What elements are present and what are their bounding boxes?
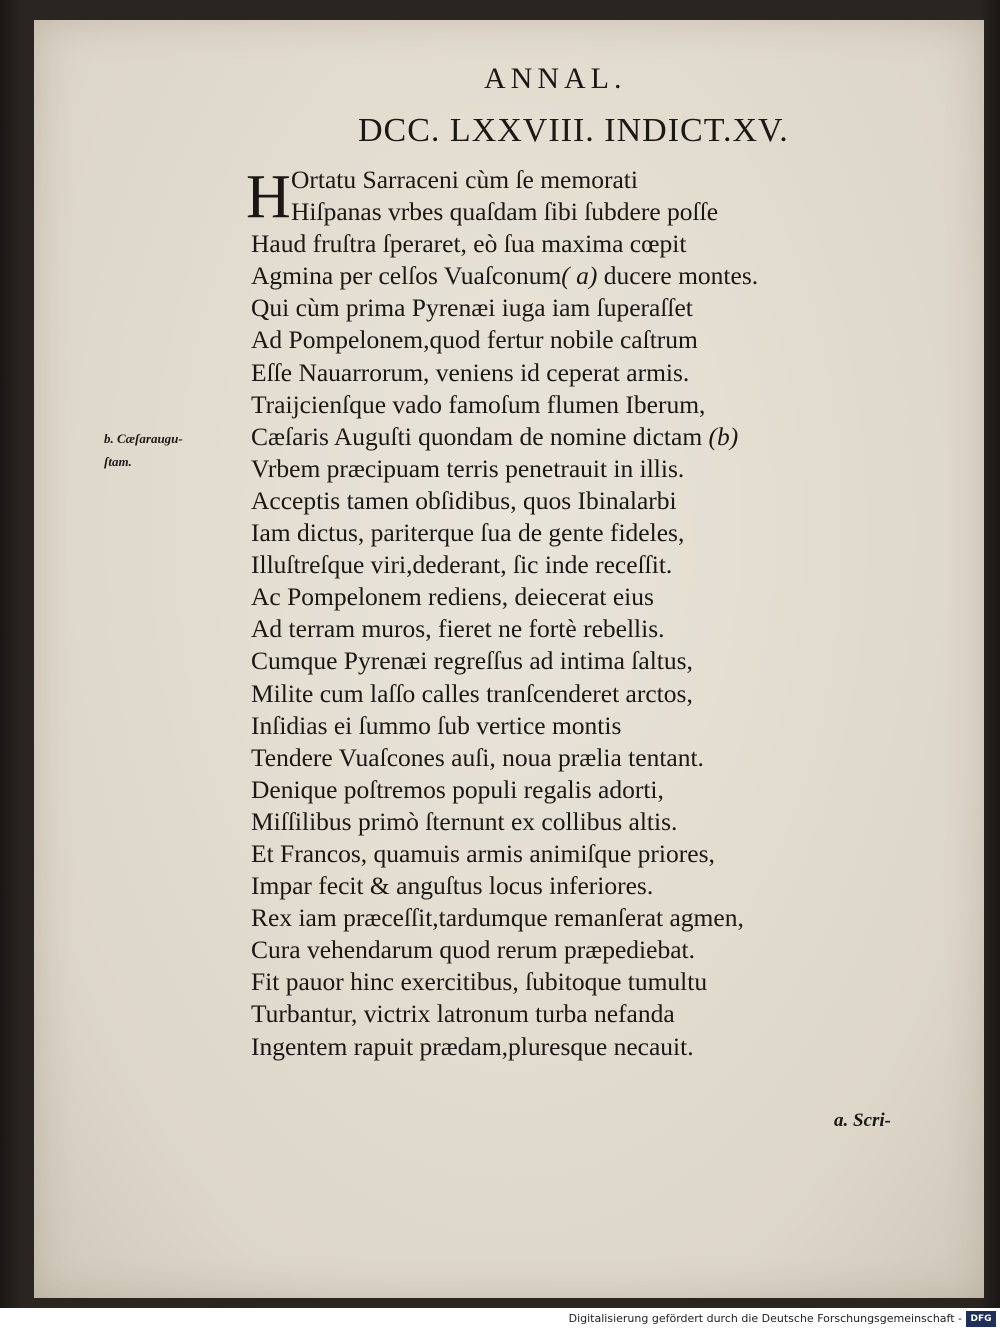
verse-line: Cura vehendarum quod rerum præpediebat. <box>251 935 695 965</box>
verse-line: Ortatu Sarraceni cùm ſe memorati <box>291 165 638 194</box>
verse-line: Vrbem præcipuam terris penetrauit in illis. <box>251 453 685 483</box>
verse-line: Denique poſtremos populi regalis adorti, <box>251 774 664 804</box>
verse-line: Hiſpanas vrbes quaſdam ſibi ſubdere poſſe <box>291 197 719 227</box>
marginal-note-line: b. Cæſaraugu- <box>104 431 183 446</box>
verse-line: Acceptis tamen obſidibus, quos Ibinalarbi <box>251 485 677 515</box>
verse-line: Miſſilibus primò ſternunt ex collibus altis. <box>251 806 678 836</box>
verse-line: Qui cùm prima Pyrenæi iuga iam ſuperaſſet <box>251 293 693 323</box>
verse-line: Et Francos, quamuis armis animiſque priores, <box>251 838 715 868</box>
verse-line: Tendere Vuaſcones auſi, noua prælia tentant. <box>251 742 704 772</box>
verse-line <box>251 260 758 292</box>
verse-line-tail: ducere montes. <box>597 261 759 291</box>
catchword: a. Scri- <box>834 1110 891 1131</box>
verse-line <box>251 421 758 453</box>
verse-line: Milite cum laſſo calles tranſcenderet arctos, <box>251 678 693 708</box>
marginal-note-line: ſtam. <box>104 454 132 469</box>
funding-credit: Digitalisierung gefördert durch die Deutsche Forschungsgemeinschaft - <box>568 1312 962 1325</box>
verse-line: Rex iam præceſſit,tardumque remanſerat agmen, <box>251 903 744 933</box>
footnote-ref-b: (b) <box>708 421 739 451</box>
digitization-footer <box>0 1308 1000 1331</box>
verse-line: Ac Pompelonem rediens, deiecerat eius <box>251 582 654 612</box>
drop-capital: H <box>246 163 291 231</box>
verse-line: Fit pauor hinc exercitibus, ſubitoque tumultu <box>251 967 708 997</box>
verse-line: Impar fecit & anguſtus locus inferiores. <box>251 871 654 901</box>
verse-block <box>251 164 758 1063</box>
verse-line: Haud fruſtra ſperaret, eò ſua maxima cœpit <box>251 229 687 259</box>
verse-line: Ingentem rapuit prædam,pluresque necauit. <box>251 1031 694 1061</box>
verse-line: Illuſtreſque viri,dederant, ſic inde receſſit. <box>251 550 673 580</box>
verse-line: Inſidias ei ſummo ſub vertice montis <box>251 710 622 740</box>
verse-line: Eſſe Nauarrorum, veniens id ceperat armis. <box>251 357 690 387</box>
verse-line: Turbantur, victrix latronum turba nefanda <box>251 999 675 1029</box>
dfg-logo-icon[interactable]: DFG <box>966 1311 996 1327</box>
verse-line: Ad terram muros, fieret ne fortè rebellis. <box>251 614 665 644</box>
verse-line-text: Cæſaris Auguſti quondam de nomine dictam <box>251 421 703 451</box>
running-head: ANNAL. <box>484 62 627 95</box>
footnote-ref-a: ( a) <box>561 261 598 291</box>
marginal-note <box>104 427 254 473</box>
verse-line: Ad Pompelonem,quod fertur nobile caſtrum <box>251 325 698 355</box>
year-heading: DCC. LXXVIII. INDICT.XV. <box>358 112 789 149</box>
verse-line-text: Agmina per celſos Vuaſconum <box>251 261 562 291</box>
verse-line: Cumque Pyrenæi regreſſus ad intima ſaltus, <box>251 646 693 676</box>
verse-line: Traijcienſque vado famoſum flumen Iberum, <box>251 389 706 419</box>
verse-line: Iam dictus, pariterque ſua de gente fideles, <box>251 518 685 548</box>
